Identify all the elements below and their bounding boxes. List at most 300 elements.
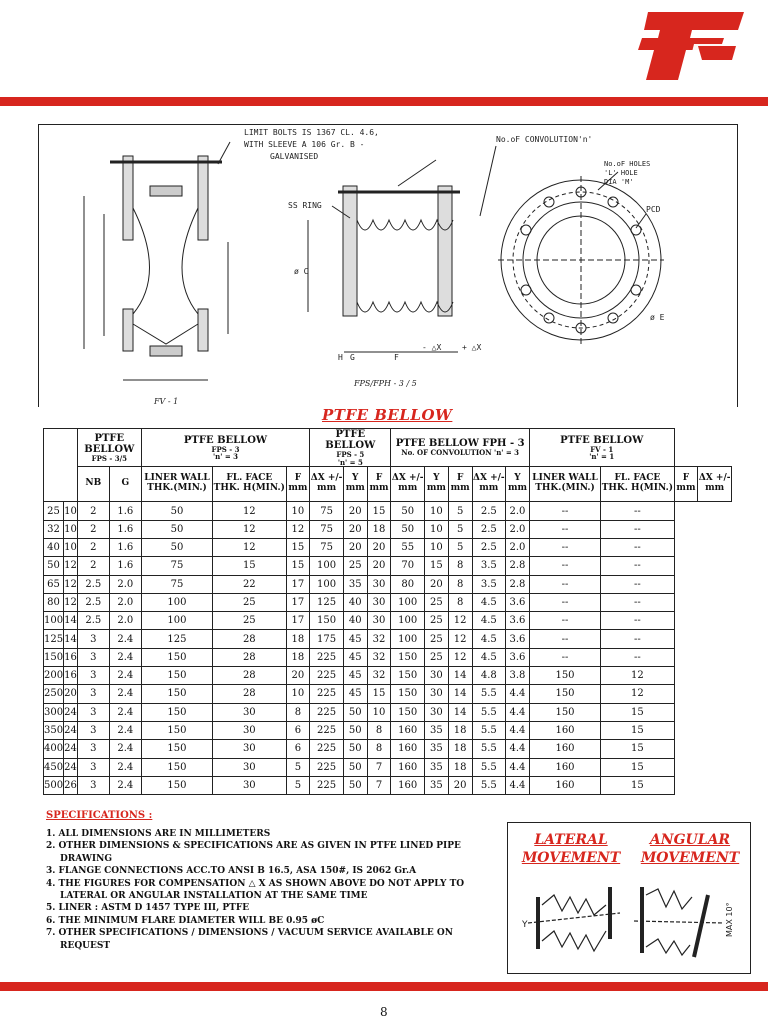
table-cell: 160 (391, 721, 425, 739)
table-cell: 5 (448, 538, 472, 556)
table-cell: 4.4 (506, 740, 530, 758)
table-cell: 2.8 (506, 557, 530, 575)
column-header: ΔX +/- mm (310, 467, 344, 502)
dim-h-label: H (338, 353, 343, 362)
table-cell: 80 (391, 575, 425, 593)
holes-label-1: No.oF HOLES (604, 160, 651, 168)
limit-bolts-line3: GALVANISED (270, 152, 319, 161)
flange-face-drawing (498, 176, 664, 344)
table-cell: 17 (286, 575, 310, 593)
table-cell: 25 (425, 612, 449, 630)
table-cell: 160 (529, 721, 600, 739)
table-cell: 225 (310, 721, 344, 739)
table-cell: 2.5 (472, 502, 506, 520)
table-cell: 100 (44, 612, 64, 630)
table-cell: 2.0 (109, 575, 141, 593)
table-cell: 200 (44, 667, 64, 685)
table-cell: 8 (448, 575, 472, 593)
table-row (44, 758, 732, 776)
table-cell: 10 (425, 538, 449, 556)
table-cell: 12 (213, 502, 286, 520)
table-cell: -- (529, 557, 600, 575)
table-cell: -- (529, 575, 600, 593)
pcd-label: PCD (646, 205, 661, 214)
table-cell: 2.4 (109, 758, 141, 776)
table-cell: 5 (448, 502, 472, 520)
dim-dx-minus-label: - △X (422, 343, 442, 352)
limit-bolts-line2: WITH SLEEVE A 106 Gr. B - (244, 140, 365, 149)
table-cell: 8 (448, 593, 472, 611)
table-cell: 160 (529, 758, 600, 776)
table-cell: 25 (44, 502, 64, 520)
table-cell: 12 (286, 520, 310, 538)
table-cell: 3.5 (472, 557, 506, 575)
table-cell: 12 (601, 667, 674, 685)
spec-item: 5. LINER : ASTM D 1457 TYPE III, PTFE (46, 903, 250, 914)
holes-label-3: DIA 'M' (604, 178, 634, 186)
table-cell: 15 (425, 557, 449, 575)
spec-item: 7. OTHER SPECIFICATIONS / DIMENSIONS / VACUUM SERVICE AVAILABLE ON REQUEST (46, 928, 453, 951)
fps-caption: FPS/FPH - 3 / 5 (354, 379, 417, 388)
table-cell: 75 (310, 538, 344, 556)
table-cell: 2.0 (506, 520, 530, 538)
table-cell: 14 (448, 703, 472, 721)
ss-ring-label: SS RING (288, 201, 322, 210)
table-cell: 160 (391, 776, 425, 794)
table-row (44, 703, 732, 721)
table-cell: 25 (343, 557, 367, 575)
table-row (44, 520, 732, 538)
table-cell: 2 (77, 502, 109, 520)
table-cell: 150 (44, 648, 64, 666)
table-cell: 24 (64, 703, 78, 721)
table-cell: -- (529, 648, 600, 666)
dim-f-label: F (394, 353, 399, 362)
table-cell: 7 (367, 776, 391, 794)
table-cell: 17 (286, 612, 310, 630)
table-cell: 160 (529, 776, 600, 794)
table-cell: 25 (213, 612, 286, 630)
table-cell: 150 (391, 648, 425, 666)
table-cell: 500 (44, 776, 64, 794)
table-cell: 14 (448, 667, 472, 685)
table-cell: 18 (448, 758, 472, 776)
table-cell: 4.4 (506, 703, 530, 721)
table-cell: 70 (391, 557, 425, 575)
table-cell: 8 (286, 703, 310, 721)
table-cell: -- (601, 593, 674, 611)
table-row (44, 685, 732, 703)
table-cell: 25 (425, 593, 449, 611)
table-cell: 50 (343, 721, 367, 739)
table-cell: 225 (310, 758, 344, 776)
table-cell: 2.4 (109, 648, 141, 666)
table-cell: 30 (213, 721, 286, 739)
table-cell: 4.8 (472, 667, 506, 685)
table-cell: 35 (425, 721, 449, 739)
convolution-label: No.oF CONVOLUTION'n' (496, 135, 593, 144)
table-body (44, 502, 732, 795)
column-header: ΔX +/- mm (472, 467, 506, 502)
table-cell: 18 (367, 520, 391, 538)
table-cell: 3.6 (506, 593, 530, 611)
table-cell: 1.6 (109, 557, 141, 575)
table-cell: 3 (77, 667, 109, 685)
table-cell: 15 (286, 538, 310, 556)
table-cell: -- (529, 538, 600, 556)
table-row (44, 630, 732, 648)
dim-g-label: G (350, 353, 355, 362)
movement-diagram (508, 877, 750, 971)
table-cell: 75 (141, 575, 212, 593)
table-cell: 100 (391, 630, 425, 648)
table-row (44, 648, 732, 666)
table-cell: 40 (44, 538, 64, 556)
table-cell: 450 (44, 758, 64, 776)
table-row (44, 612, 732, 630)
column-header-row (44, 467, 732, 502)
table-cell: 8 (367, 721, 391, 739)
table-cell: 150 (391, 667, 425, 685)
fv1-caption: FV - 1 (154, 397, 179, 406)
table-cell: 300 (44, 703, 64, 721)
table-cell: 2.0 (506, 502, 530, 520)
table-cell: 20 (64, 685, 78, 703)
table-cell: 100 (391, 593, 425, 611)
table-cell: 6 (286, 721, 310, 739)
table-cell: 50 (343, 703, 367, 721)
table-cell: 18 (448, 721, 472, 739)
table-cell: 225 (310, 667, 344, 685)
table-cell: 3.6 (506, 630, 530, 648)
table-cell: 25 (425, 630, 449, 648)
table-cell: 28 (213, 667, 286, 685)
table-cell: 14 (64, 630, 78, 648)
table-cell: 24 (64, 758, 78, 776)
table-cell: 3 (77, 703, 109, 721)
bottom-red-bar (0, 982, 768, 991)
table-cell: 150 (141, 648, 212, 666)
table-cell: 35 (343, 575, 367, 593)
fps-drawing (308, 186, 460, 352)
table-cell: 28 (213, 685, 286, 703)
table-cell: 2.0 (109, 593, 141, 611)
table-cell: 2.5 (77, 575, 109, 593)
table-cell: 20 (343, 520, 367, 538)
table-cell: 80 (44, 593, 64, 611)
table-cell: 160 (529, 740, 600, 758)
column-header: F mm (674, 467, 698, 502)
table-cell: 8 (367, 740, 391, 758)
page-number: 8 (380, 1005, 388, 1019)
table-cell: 150 (141, 776, 212, 794)
specifications-list (46, 828, 496, 952)
table-cell: 1.6 (109, 520, 141, 538)
table-cell: 225 (310, 685, 344, 703)
table-cell: 32 (44, 520, 64, 538)
table-cell: 15 (286, 557, 310, 575)
table-cell: 55 (391, 538, 425, 556)
table-cell: 2.4 (109, 703, 141, 721)
table-cell: 15 (601, 740, 674, 758)
table-cell: 2 (77, 520, 109, 538)
table-cell: 3.6 (506, 612, 530, 630)
table-cell: 5.5 (472, 776, 506, 794)
column-header: F mm (448, 467, 472, 502)
table-cell: 35 (425, 776, 449, 794)
table-cell: 12 (64, 575, 78, 593)
table-cell: 50 (343, 776, 367, 794)
table-cell: 4.5 (472, 612, 506, 630)
table-cell: 17 (286, 593, 310, 611)
table-cell: 3 (77, 776, 109, 794)
table-cell: -- (601, 520, 674, 538)
table-cell: 8 (448, 557, 472, 575)
table-cell: 2.4 (109, 740, 141, 758)
table-cell: 30 (425, 685, 449, 703)
table-cell: 100 (141, 593, 212, 611)
group-header-fph3: PTFE BELLOW FPH - 3 No. OF CONVOLUTION 'n' = 3 (391, 429, 529, 467)
table-cell: 2.8 (506, 575, 530, 593)
column-header: FL. FACE THK. H(MIN.) (601, 467, 674, 502)
table-cell: 3 (77, 758, 109, 776)
table-cell: 4.4 (506, 685, 530, 703)
table-cell: 100 (310, 575, 344, 593)
top-red-bar (0, 97, 768, 106)
table-cell: 15 (601, 758, 674, 776)
company-logo (632, 10, 746, 82)
table-cell: 2 (77, 538, 109, 556)
table-cell: 30 (367, 612, 391, 630)
column-header: FL. FACE THK. H(MIN.) (213, 467, 286, 502)
table-cell: 400 (44, 740, 64, 758)
table-cell: 3 (77, 721, 109, 739)
table-row (44, 721, 732, 739)
table-cell: 10 (64, 520, 78, 538)
table-cell: 125 (141, 630, 212, 648)
table-cell: 28 (213, 630, 286, 648)
dim-e-label: ø E (650, 313, 665, 322)
table-cell: 30 (367, 593, 391, 611)
table-cell: 25 (425, 648, 449, 666)
lateral-movement-title: LATERAL MOVEMENT (521, 832, 621, 866)
table-cell: 50 (141, 538, 212, 556)
table-row (44, 502, 732, 520)
table-row (44, 776, 732, 794)
table-cell: 12 (601, 685, 674, 703)
table-cell: 125 (44, 630, 64, 648)
table-cell: 15 (367, 502, 391, 520)
table-cell: 12 (448, 648, 472, 666)
table-cell: 50 (391, 520, 425, 538)
table-cell: 350 (44, 721, 64, 739)
bellow-technical-drawing (38, 124, 738, 408)
table-cell: 5.5 (472, 703, 506, 721)
table-cell: 50 (391, 502, 425, 520)
column-header: Y mm (506, 467, 530, 502)
table-cell: 14 (448, 685, 472, 703)
group-header-fv1: PTFE BELLOW FV - 1 'n' = 1 (529, 429, 674, 467)
table-cell: 3 (77, 648, 109, 666)
table-cell: 3.8 (506, 667, 530, 685)
group-header-fps35: PTFE BELLOW FPS - 3/5 (77, 429, 141, 467)
table-cell: 2.0 (506, 538, 530, 556)
table-cell: -- (529, 593, 600, 611)
table-cell: -- (601, 612, 674, 630)
table-cell: 100 (310, 557, 344, 575)
table-cell: 65 (44, 575, 64, 593)
table-cell: 12 (64, 593, 78, 611)
table-cell: -- (601, 538, 674, 556)
table-cell: 40 (343, 612, 367, 630)
table-cell: 35 (425, 758, 449, 776)
table-cell: 14 (64, 612, 78, 630)
table-cell: 75 (141, 557, 212, 575)
table-cell: 150 (310, 612, 344, 630)
table-cell: 30 (213, 776, 286, 794)
corner-cell (44, 429, 78, 502)
table-cell: 26 (64, 776, 78, 794)
table-cell: 150 (141, 703, 212, 721)
table-cell: 75 (310, 502, 344, 520)
column-header: F mm (367, 467, 391, 502)
table-cell: 10 (425, 502, 449, 520)
table-cell: 30 (425, 703, 449, 721)
table-cell: 45 (343, 630, 367, 648)
table-cell: 4.5 (472, 648, 506, 666)
table-cell: 150 (391, 703, 425, 721)
table-cell: 20 (367, 557, 391, 575)
table-cell: 7 (367, 758, 391, 776)
table-cell: 12 (213, 538, 286, 556)
table-cell: -- (601, 630, 674, 648)
table-cell: 150 (391, 685, 425, 703)
group-header-fps3: PTFE BELLOW FPS - 3 'n' = 3 (141, 429, 309, 467)
table-cell: -- (529, 630, 600, 648)
table-cell: 20 (448, 776, 472, 794)
table-cell: 1.6 (109, 502, 141, 520)
table-cell: 18 (286, 648, 310, 666)
table-cell: 30 (367, 575, 391, 593)
table-cell: 20 (343, 538, 367, 556)
column-header: ΔX +/- mm (698, 467, 732, 502)
table-cell: 30 (213, 758, 286, 776)
table-cell: 2.5 (77, 612, 109, 630)
table-row (44, 667, 732, 685)
table-cell: 30 (213, 703, 286, 721)
table-cell: 4.5 (472, 593, 506, 611)
table-cell: 22 (213, 575, 286, 593)
table-cell: 2.4 (109, 721, 141, 739)
table-cell: 3 (77, 630, 109, 648)
table-cell: 50 (141, 520, 212, 538)
column-header: ΔX +/- mm (391, 467, 425, 502)
table-cell: 16 (64, 648, 78, 666)
table-cell: -- (601, 648, 674, 666)
table-cell: 18 (286, 630, 310, 648)
table-cell: -- (601, 557, 674, 575)
y-label: Y (522, 920, 528, 930)
table-cell: 5.5 (472, 685, 506, 703)
table-cell: 150 (529, 685, 600, 703)
table-cell: 20 (286, 667, 310, 685)
specifications-title: SPECIFICATIONS : (46, 810, 153, 821)
table-cell: 3 (77, 685, 109, 703)
table-cell: 35 (425, 740, 449, 758)
spec-item: 6. THE MINIMUM FLARE DIAMETER WILL BE 0.95 øC (46, 915, 325, 926)
column-header: LINER WALL THK.(MIN.) (529, 467, 600, 502)
table-cell: -- (529, 520, 600, 538)
table-cell: 24 (64, 721, 78, 739)
table-cell: 30 (213, 740, 286, 758)
table-row (44, 593, 732, 611)
table-cell: 10 (286, 502, 310, 520)
table-cell: 160 (391, 740, 425, 758)
table-cell: 20 (343, 502, 367, 520)
table-cell: 50 (44, 557, 64, 575)
movement-box (507, 822, 751, 974)
table-cell: 5.5 (472, 740, 506, 758)
table-cell: 250 (44, 685, 64, 703)
column-header: Y mm (343, 467, 367, 502)
table-cell: 5 (448, 520, 472, 538)
limit-bolts-line1: LIMIT BOLTS IS 1367 CL. 4.6, (244, 128, 379, 137)
table-row (44, 740, 732, 758)
table-cell: 225 (310, 703, 344, 721)
table-cell: 10 (367, 703, 391, 721)
table-cell: 15 (601, 703, 674, 721)
table-cell: 15 (601, 721, 674, 739)
column-header: LINER WALL THK.(MIN.) (141, 467, 212, 502)
table-cell: 32 (367, 630, 391, 648)
table-cell: 10 (64, 502, 78, 520)
table-cell: 2.4 (109, 667, 141, 685)
table-cell: 2.4 (109, 630, 141, 648)
table-cell: 50 (343, 758, 367, 776)
table-cell: 45 (343, 685, 367, 703)
table-cell: 45 (343, 667, 367, 685)
table-cell: 20 (367, 538, 391, 556)
table-cell: 225 (310, 648, 344, 666)
bellow-spec-table (43, 428, 732, 795)
table-cell: 5 (286, 776, 310, 794)
table-cell: 5.5 (472, 758, 506, 776)
table-cell: 2.5 (472, 538, 506, 556)
spec-item: 1. ALL DIMENSIONS ARE IN MILLIMETERS (46, 829, 271, 839)
table-cell: 125 (310, 593, 344, 611)
table-cell: 150 (141, 758, 212, 776)
table-cell: 12 (448, 612, 472, 630)
table-cell: 10 (286, 685, 310, 703)
table-cell: 150 (529, 703, 600, 721)
table-cell: -- (601, 575, 674, 593)
table-cell: 16 (64, 667, 78, 685)
table-cell: 2.5 (77, 593, 109, 611)
table-cell: 25 (213, 593, 286, 611)
table-cell: 20 (425, 575, 449, 593)
table-cell: 100 (391, 612, 425, 630)
table-row (44, 538, 732, 556)
table-cell: 3.5 (472, 575, 506, 593)
table-cell: 5.5 (472, 721, 506, 739)
table-cell: -- (529, 502, 600, 520)
table-cell: 150 (141, 685, 212, 703)
max-angle-label: MAX 10° (725, 902, 734, 937)
table-cell: 2.5 (472, 520, 506, 538)
table-cell: -- (601, 502, 674, 520)
table-cell: 30 (425, 667, 449, 685)
table-cell: 15 (601, 776, 674, 794)
